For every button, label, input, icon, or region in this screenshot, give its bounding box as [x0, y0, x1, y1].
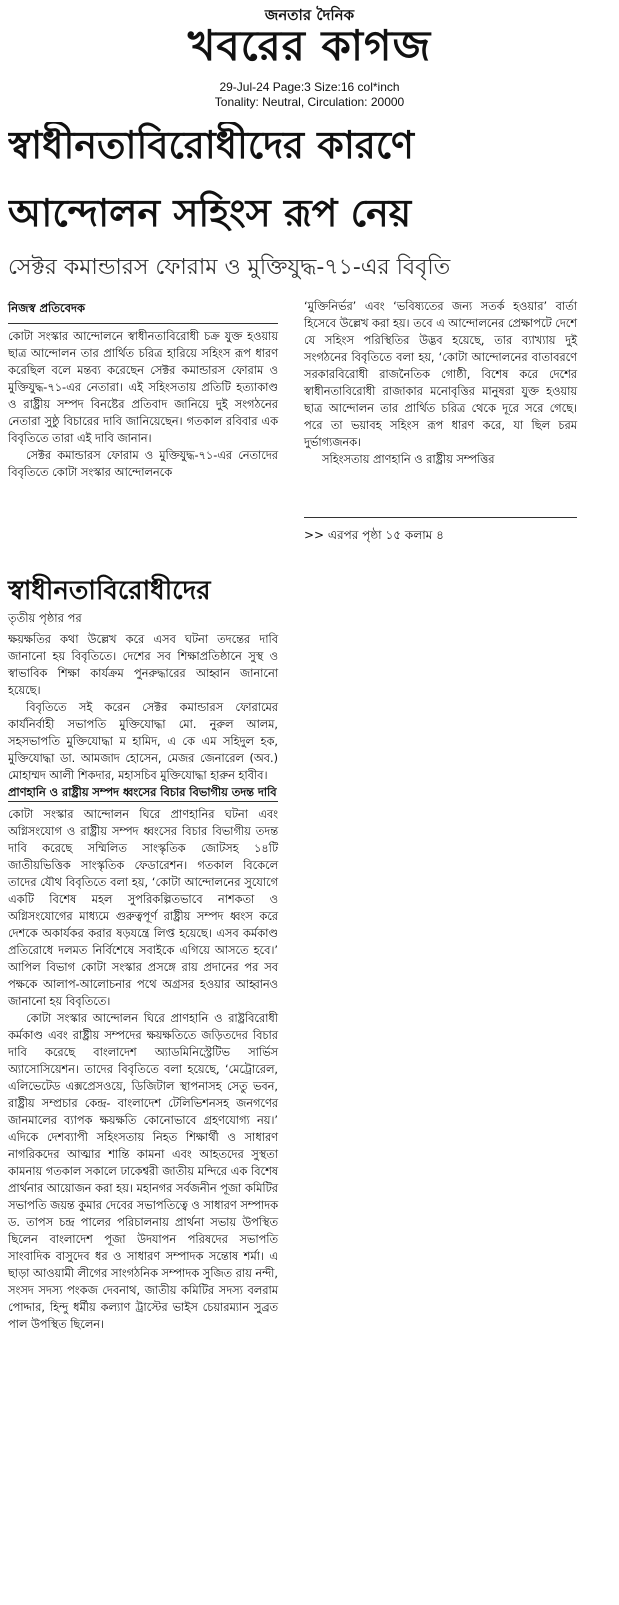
paragraph: কোটা সংস্কার আন্দোলন ঘিরে প্রাণহানির ঘটনা এবং অগ্নিসংযোগ ও রাষ্ট্রীয় সম্পদ ধ্বংসের বিচার বিভাগীয় তদন্ত দাবি করেছে সম্মিলিত সাংস্কৃতিক জোটসহ ১৪টি জাতীয়ভিত্তিক সাংস্কৃতিক ফেডারেশন। গতকাল বিকেলে তাদের যৌথ বিবৃতিতে বলা হয়, ‘কোটা আন্দোলনের সুযোগে একটি বিশেষ মহল সুপরিকল্পিতভাবে নাশকতা ও অগ্নিসংযোগের মাধ্যমে গুরুত্বপূর্ণ রাষ্ট্রীয় সম্পদ ধ্বংস করে দেশকে অকার্যকর করার ষড়যন্ত্রে লিপ্ত হয়েছে। এসব কর্মকাণ্ড প্রতিরোধে দলমত নির্বিশেষে সবাইকে এগিয়ে আসতে হবে।’ আপিল বিভাগ কোটা সংস্কার প্রসঙ্গে রায় প্রদানের পর সব পক্ষকে আলাপ-আলোচনার পথে অগ্রসর হওয়ার আহ্বানও জানানো হয় বিবৃতিতে। [8, 808, 278, 1008]
masthead-tagline: জনতার দৈনিক [264, 6, 355, 24]
paragraph: ‘মুক্তিনির্ভর’ এবং ‘ভবিষ্যতের জন্য সতর্ক হওয়ার’ বার্তা হিসেবে উল্লেখ করা হয়। তবে এ আন্দোলনের প্রেক্ষাপটে দেশে যে সহিংস পরিস্থিতির উদ্ভব হয়েছে, তার ব্যাখ্যায় দুই সংগঠনের বিবৃতিতে বলা হয়, ‘কোটা আন্দোলনের বাতাবরণে সরকারবিরোধী রাজনৈতিক গোষ্ঠী, বিশেষ করে দেশের স্বাধীনতাবিরোধী রাজাকার মনোবৃত্তির মানুষরা যুক্ত হওয়ায় ছাত্র আন্দোলন তার প্রার্থিত চরিত্র থেকে দূরে সরে গেছে। পরে তা ভয়াবহ সহিংস রূপ ধারণ করে, যা ছিল চরম দুর্ভাগ্যজনক। [304, 300, 577, 449]
paragraph: সহিংসতায় প্রাণহানি ও রাষ্ট্রীয় সম্পত্তির [322, 453, 495, 466]
divider [8, 323, 278, 324]
headline-line-2: আন্দোলন সহিংস রূপ নেয় [8, 191, 412, 235]
continued-note: >> এরপর পৃষ্ঠা ১৫ কলাম ৪ [304, 528, 444, 542]
byline: নিজস্ব প্রতিবেদক [8, 301, 86, 315]
clip-meta: 29-Jul-24 Page:3 Size:16 col*inch [219, 80, 400, 94]
divider [8, 801, 278, 802]
article-right-column [304, 298, 577, 468]
continuation-body [8, 610, 593, 1333]
paragraph: বিবৃতিতে সই করেন সেক্টর কমান্ডারস ফোরামের কার্যনির্বাহী সভাপতি মুক্তিযোদ্ধা মো. নুরুল আলম, সহসভাপতি মুক্তিযোদ্ধা ম হামিদ, এ কে এম সহিদুল হক, মুক্তিযোদ্ধা ডা. আমজাদ হোসেন, মেজর জেনারেল (অব.) মোহাম্মদ আলী শিকদার, মহাসচিব মুক্তিযোদ্ধা হারুন হাবীব। [8, 701, 278, 782]
headline-line-1: স্বাধীনতাবিরোধীদের কারণে [8, 123, 415, 167]
divider [304, 517, 577, 518]
paragraph: সেক্টর কমান্ডারস ফোরাম ও মুক্তিযুদ্ধ-৭১-এর নেতাদের বিবৃতিতে কোটা সংস্কার আন্দোলনকে [8, 449, 278, 479]
paragraph: ক্ষয়ক্ষতির কথা উল্লেখ করে এসব ঘটনা তদন্তের দাবি জানানো হয় বিবৃতিতে। দেশের সব শিক্ষাপ্রতিষ্ঠানে সুস্থ ও স্বাভাবিক শিক্ষা কার্যক্রম পুনরুদ্ধারের আহ্বান জানানো হয়েছে। [8, 633, 278, 697]
masthead-title: খবরের কাগজ [187, 21, 432, 70]
section-subhead: প্রাণহানি ও রাষ্ট্রীয় সম্পদ ধ্বংসের বিচার বিভাগীয় তদন্ত দাবি [8, 786, 277, 799]
paragraph: কোটা সংস্কার আন্দোলনে স্বাধীনতাবিরোধী চক্র যুক্ত হওয়ায় ছাত্র আন্দোলন তার প্রার্থিত চরিত্র হারিয়ে সহিংস রূপ ধারণ করেছিল বলে মন্তব্য করেছেন সেক্টর কমান্ডারস ফোরাম ও মুক্তিযুদ্ধ-৭১-এর নেতারা। এই সহিংসতায় প্রতিটি হত্যাকাণ্ড ও রাষ্ট্রীয় সম্পদ বিনষ্টের প্রতিবাদ জানিয়ে দুই সংগঠনের নেতারা সুষ্ঠু বিচারের দাবি জানিয়েছেন। গতকাল রবিবার এক বিবৃতিতে তারা এই দাবি জানান। [8, 330, 278, 445]
continuation-headline: স্বাধীনতাবিরোধীদের [8, 576, 211, 606]
subheadline: সেক্টর কমান্ডারস ফোরাম ও মুক্তিযুদ্ধ-৭১-এর বিবৃতি [8, 255, 451, 280]
from-page-note: তৃতীয় পৃষ্ঠার পর [8, 611, 82, 625]
article-left-column [8, 300, 278, 481]
clip-tonality: Tonality: Neutral, Circulation: 20000 [214, 95, 405, 109]
paragraph: কোটা সংস্কার আন্দোলন ঘিরে প্রাণহানি ও রাষ্ট্রবিরোধী কর্মকাণ্ড এবং রাষ্ট্রীয় সম্পদের ক্ষয়ক্ষতিতে জড়িতদের বিচার দাবি করেছে বাংলাদেশ অ্যাডমিনিস্ট্রেটিভ সার্ভিস অ্যাসোসিয়েশন। তাদের বিবৃতিতে বলা হয়েছে, ‘মেট্রোরেল, এলিভেটেড এক্সপ্রেসওয়ে, ডিজিটাল স্থাপনাসহ সেতু ভবন, রাষ্ট্রীয় সম্প্রচার কেন্দ্র- বাংলাদেশ টেলিভিশনসহ জনগণের জানমালের ব্যাপক ক্ষয়ক্ষতি কোনোভাবে গ্রহণযোগ্য নয়।’ এদিকে দেশব্যাপী সহিংসতায় নিহত শিক্ষার্থী ও সাধারণ নাগরিকদের আত্মার শান্তি কামনা এবং আহতদের সুস্থতা কামনায় গতকাল সকালে ঢাকেশ্বরী জাতীয় মন্দিরে এক বিশেষ প্রার্থনার আয়োজন করা হয়। মহানগর সর্বজনীন পূজা কমিটির সভাপতি জয়ন্ত কুমার দেবের সভাপতিত্বে ও সাধারণ সম্পাদক ড. তাপস চন্দ্র পালের পরিচালনায় প্রার্থনা সভায় উপস্থিত ছিলেন বাংলাদেশ পূজা উদযাপন পরিষদের সভাপতি সাংবাদিক বাসুদেব ধর ও সাধারণ সম্পাদক সন্তোষ শর্মা। এ ছাড়া আওয়ামী লীগের সাংগঠনিক সম্পাদক সুজিত রায় নন্দী, সংসদ সদস্য পংকজ দেবনাথ, জাতীয় কমিটির সদস্য বলরাম পোদ্দার, হিন্দু ধর্মীয় কল্যাণ ট্রাস্টের ভাইস চেয়ারম্যান সুব্রত পাল উপস্থিত ছিলেন। [8, 1012, 278, 1331]
